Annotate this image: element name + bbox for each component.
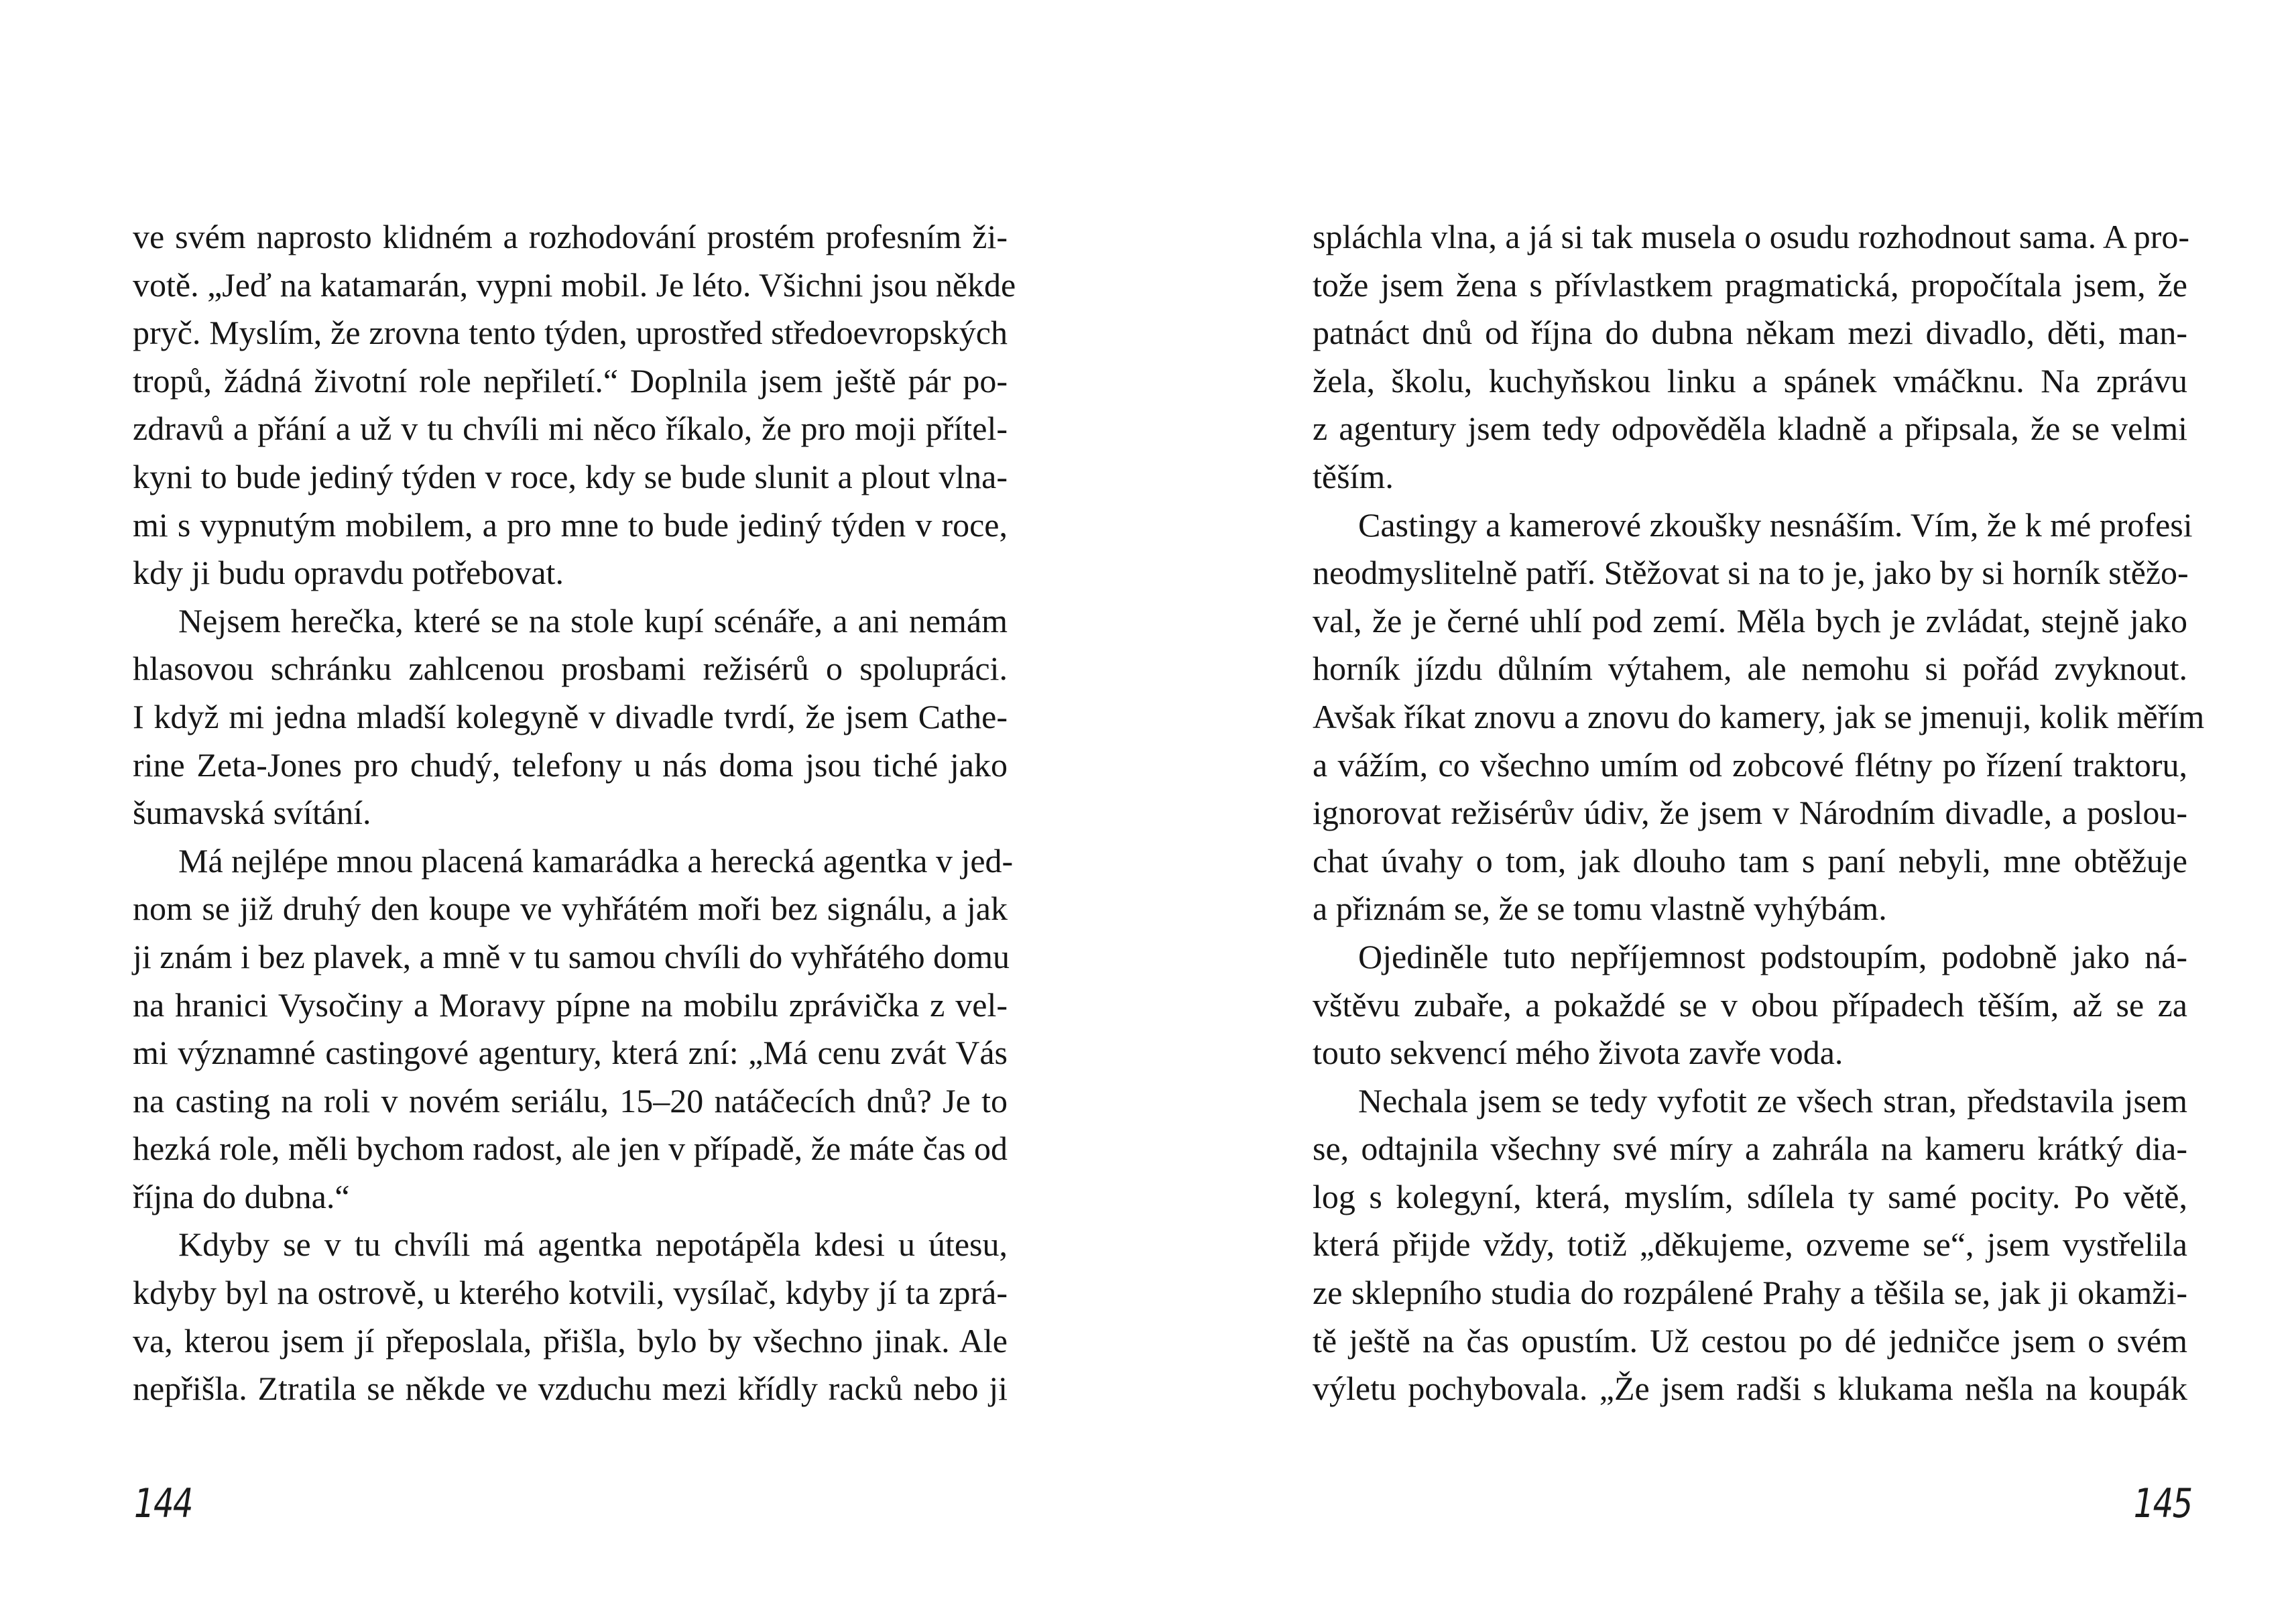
text-line: kyni to bude jediný týden v roce, kdy se bude slunit a plout vlna- bbox=[133, 457, 1008, 495]
text-line: val, že je černé uhlí pod zemí. Měla bych je zvládat, stejně jako bbox=[1313, 601, 2187, 640]
text-line: na hranici Vysočiny a Moravy pípne na mobilu zprávička z vel- bbox=[133, 985, 1008, 1024]
text-line: která přijde vždy, totiž „děkujeme, ozveme se“, jsem vystřelila bbox=[1313, 1225, 2187, 1264]
text-line: tože jsem žena s přívlastkem pragmatická, propočítala jsem, že bbox=[1313, 265, 2187, 304]
text-line: nepřišla. Ztratila se někde ve vzduchu mezi křídly racků nebo ji bbox=[133, 1370, 1008, 1408]
text-line: Castingy a kamerové zkoušky nesnáším. Vím, že k mé profesi bbox=[1358, 505, 2193, 544]
text-line: mi významné castingové agentury, která zní: „Má cenu zvát Vás bbox=[133, 1034, 1008, 1072]
text-line: va, kterou jsem jí přeposlala, přišla, bylo by všechno jinak. Ale bbox=[133, 1321, 1008, 1360]
right-page bbox=[1148, 0, 2296, 1623]
text-line: ve svém naprosto klidném a rozhodování prostém profesním ži- bbox=[133, 218, 1008, 255]
text-line: mi s vypnutým mobilem, a pro mne to bude jediný týden v roce, bbox=[133, 505, 1008, 544]
text-line: těším. bbox=[1313, 457, 1394, 495]
text-line: votě. „Jeď na katamarán, vypni mobil. Je léto. Všichni jsou někde bbox=[133, 265, 1016, 304]
text-line: šumavská svítání. bbox=[133, 794, 371, 832]
text-line: vštěvu zubaře, a pokaždé se v obou případech těším, až se za bbox=[1313, 985, 2187, 1024]
text-line: října do dubna.“ bbox=[133, 1177, 350, 1215]
left-page-text bbox=[133, 213, 1016, 1413]
text-line: nom se již druhý den koupe ve vyhřátém moři bez signálu, a jak bbox=[133, 890, 1008, 928]
text-line: ji znám i bez plavek, a mně v tu samou chvíli do vyhřátého domu bbox=[133, 937, 1010, 975]
text-line: ignorovat režisérův údiv, že jsem v Národním divadle, a poslou- bbox=[1313, 794, 2187, 832]
right-page-text bbox=[1313, 213, 2205, 1413]
text-line: výletu pochybovala. „Že jsem radši s klukama nešla na koupák bbox=[1313, 1370, 2187, 1408]
text-line: ze sklepního studia do rozpálené Prahy a těšila se, jak ji okamži- bbox=[1313, 1274, 2187, 1312]
text-line: chat úvahy o tom, jak dlouho tam s paní nebyli, mne obtěžuje bbox=[1313, 841, 2187, 880]
text-line: log s kolegyní, která, myslím, sdílela ty samé pocity. Po větě, bbox=[1313, 1177, 2187, 1215]
text-line: neodmyslitelně patří. Stěžovat si na to je, jako by si horník stěžo- bbox=[1313, 554, 2189, 592]
text-line: rine Zeta-Jones pro chudý, telefony u nás doma jsou tiché jako bbox=[133, 745, 1008, 784]
text-line: patnáct dnů od října do dubna někam mezi divadlo, děti, man- bbox=[1313, 314, 2187, 352]
text-line: touto sekvencí mého života zavře voda. bbox=[1313, 1034, 1844, 1072]
text-line: hlasovou schránku zahlcenou prosbami režisérů o spolupráci. bbox=[133, 650, 1008, 688]
text-line: žela, školu, kuchyňskou linku a spánek vmáčknu. Na zprávu bbox=[1313, 361, 2187, 400]
text-line: kdyby byl na ostrově, u kterého kotvili, vysílač, kdyby jí ta zprá- bbox=[133, 1274, 1008, 1312]
text-line: I když mi jedna mladší kolegyně v divadle tvrdí, že jsem Cathe- bbox=[133, 697, 1008, 735]
text-line: Nechala jsem se tedy vyfotit ze všech stran, představila jsem bbox=[1358, 1081, 2187, 1120]
text-line: a vážím, co všechno umím od zobcové flétny po řízení traktoru, bbox=[1313, 745, 2187, 784]
page-number: 145 bbox=[2133, 1480, 2192, 1527]
text-line: a přiznám se, že se tomu vlastně vyhýbám. bbox=[1313, 890, 1887, 928]
text-line: hezká role, měli bychom radost, ale jen v případě, že máte čas od bbox=[133, 1130, 1008, 1168]
text-line: tropů, žádná životní role nepřiletí.“ Doplnila jsem ještě pár po- bbox=[133, 361, 1008, 400]
text-line: na casting na roli v novém seriálu, 15–20 natáčecích dnů? Je to bbox=[133, 1081, 1008, 1120]
text-line: Ojediněle tuto nepříjemnost podstoupím, podobně jako ná- bbox=[1358, 937, 2187, 975]
text-line: se, odtajnila všechny své míry a zahrála na kameru krátký dia- bbox=[1313, 1130, 2187, 1168]
page-number: 144 bbox=[134, 1480, 192, 1527]
text-line: Avšak říkat znovu a znovu do kamery, jak se jmenuji, kolik měřím bbox=[1313, 697, 2205, 735]
text-line: z agentury jsem tedy odpověděla kladně a připsala, že se velmi bbox=[1313, 410, 2187, 448]
text-line: Má nejlépe mnou placená kamarádka a herecká agentka v jed- bbox=[178, 841, 1014, 880]
text-line: Kdyby se v tu chvíli má agentka nepotápěla kdesi u útesu, bbox=[178, 1225, 1008, 1264]
text-line: zdravů a přání a už v tu chvíli mi něco říkalo, že pro moji přítel- bbox=[133, 410, 1008, 448]
text-line: Nejsem herečka, které se na stole kupí scénáře, a ani nemám bbox=[178, 601, 1008, 640]
text-line: spláchla vlna, a já si tak musela o osudu rozhodnout sama. A pro- bbox=[1313, 218, 2190, 255]
text-line: tě ještě na čas opustím. Už cestou po dé jedničce jsem o svém bbox=[1313, 1321, 2187, 1360]
text-line: horník jízdu důlním výtahem, ale nemohu si pořád zvyknout. bbox=[1313, 650, 2187, 688]
text-line: kdy ji budu opravdu potřebovat. bbox=[133, 554, 564, 592]
text-line: pryč. Myslím, že zrovna tento týden, uprostřed středoevropských bbox=[133, 314, 1008, 352]
